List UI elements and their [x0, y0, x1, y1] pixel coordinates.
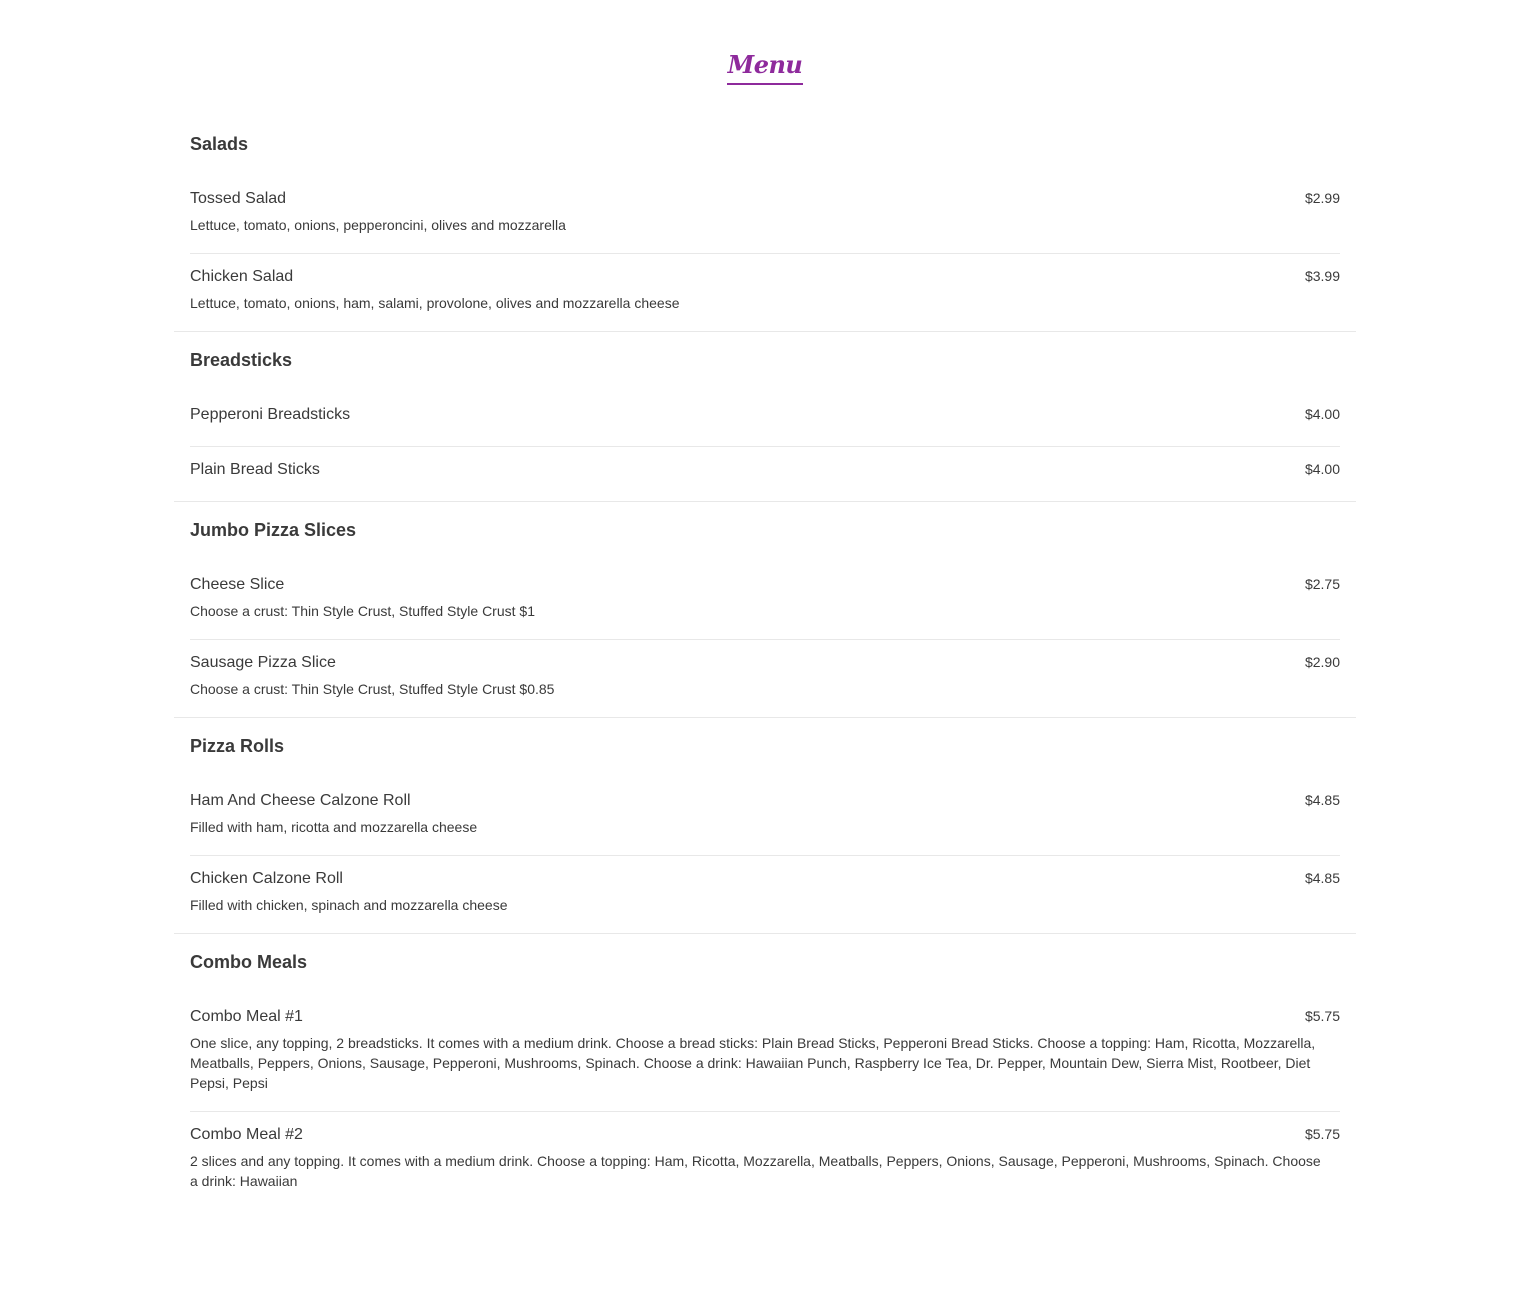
menu-item[interactable] — [190, 447, 1340, 501]
menu-category — [174, 934, 1356, 1209]
menu-header — [0, 50, 1530, 85]
menu-item-name: Pepperoni Breadsticks — [190, 406, 351, 423]
menu-item[interactable] — [190, 176, 1340, 254]
menu-item-name: Cheese Slice — [190, 576, 285, 593]
menu-item-description: Lettuce, tomato, onions, pepperoncini, olives and mozzarella — [190, 217, 566, 233]
menu-item-price: $5.75 — [1304, 1126, 1340, 1142]
menu-item-header — [190, 652, 1340, 674]
category-title: Combo Meals — [190, 952, 308, 972]
menu-item-name: Plain Bread Sticks — [190, 461, 320, 478]
menu-item-price: $4.85 — [1304, 870, 1340, 886]
category-title: Jumbo Pizza Slices — [190, 520, 357, 540]
menu-category — [174, 116, 1356, 332]
menu-item-description: Filled with ham, ricotta and mozzarella cheese — [190, 819, 478, 835]
menu-item-name: Chicken Calzone Roll — [190, 870, 343, 887]
menu-item[interactable] — [190, 640, 1340, 717]
menu-category — [174, 502, 1356, 718]
menu-item-header — [190, 868, 1340, 890]
menu-item[interactable] — [190, 254, 1340, 331]
menu-item[interactable] — [190, 778, 1340, 856]
page-title: Menu — [727, 50, 804, 85]
menu-item[interactable] — [190, 856, 1340, 933]
menu-item[interactable] — [190, 1112, 1340, 1209]
menu-item-name: Ham And Cheese Calzone Roll — [190, 792, 411, 809]
menu-item-description: Filled with chicken, spinach and mozzarella cheese — [190, 897, 508, 913]
menu-item-header — [190, 1124, 1340, 1146]
category-title: Breadsticks — [190, 350, 293, 370]
menu-item-header — [190, 790, 1340, 812]
menu-item-header — [190, 1006, 1340, 1028]
menu-item-name: Sausage Pizza Slice — [190, 654, 336, 671]
menu-item-price: $2.75 — [1304, 576, 1340, 592]
menu-item-description: Choose a crust: Thin Style Crust, Stuffed Style Crust $0.85 — [190, 681, 555, 697]
menu-item[interactable] — [190, 562, 1340, 640]
menu-list — [174, 116, 1356, 1209]
menu-item-header — [190, 459, 1340, 481]
menu-category — [174, 332, 1356, 502]
menu-item-price: $2.90 — [1304, 654, 1340, 670]
menu-item-description: Lettuce, tomato, onions, ham, salami, provolone, olives and mozzarella cheese — [190, 295, 680, 311]
menu-item-name: Combo Meal #1 — [190, 1008, 303, 1025]
menu-item-name: Combo Meal #2 — [190, 1126, 303, 1143]
menu-item-price: $4.00 — [1304, 461, 1340, 477]
category-title: Pizza Rolls — [190, 736, 285, 756]
menu-item-description: One slice, any topping, 2 breadsticks. It comes with a medium drink. Choose a bread sticks: Plain Bread Sticks, Pepperoni Bread Sticks. Choose a topping: Ham, Ricotta, Mozzarella, Meatballs, Peppers, Onions, Sausage, Pepperoni, Mushrooms, Spinach. Choose a drink: Hawaiian Punch, Raspberry Ice Tea, Dr. Pepper, Mountain Dew, Sierra Mist, Rootbeer, Diet Pepsi, Pepsi — [190, 1035, 1316, 1091]
menu-item-header — [190, 574, 1340, 596]
menu-item-price: $3.99 — [1304, 268, 1340, 284]
menu-category — [174, 718, 1356, 934]
menu-item-header — [190, 404, 1340, 426]
menu-item-price: $2.99 — [1304, 190, 1340, 206]
menu-item-price: $5.75 — [1304, 1008, 1340, 1024]
menu-item-header — [190, 266, 1340, 288]
menu-item-price: $4.00 — [1304, 406, 1340, 422]
menu-item-header — [190, 188, 1340, 210]
menu-item-price: $4.85 — [1304, 792, 1340, 808]
category-title: Salads — [190, 134, 249, 154]
menu-item-description: 2 slices and any topping. It comes with a medium drink. Choose a topping: Ham, Ricotta, Mozzarella, Meatballs, Peppers, Onions, Sausage, Pepperoni, Mushrooms, Spinach. Choose a drink: Hawaiian — [190, 1153, 1321, 1189]
menu-item[interactable] — [190, 994, 1340, 1112]
menu-item-description: Choose a crust: Thin Style Crust, Stuffed Style Crust $1 — [190, 603, 535, 619]
menu-item-name: Chicken Salad — [190, 268, 294, 285]
menu-item[interactable] — [190, 392, 1340, 447]
menu-item-name: Tossed Salad — [190, 190, 287, 207]
